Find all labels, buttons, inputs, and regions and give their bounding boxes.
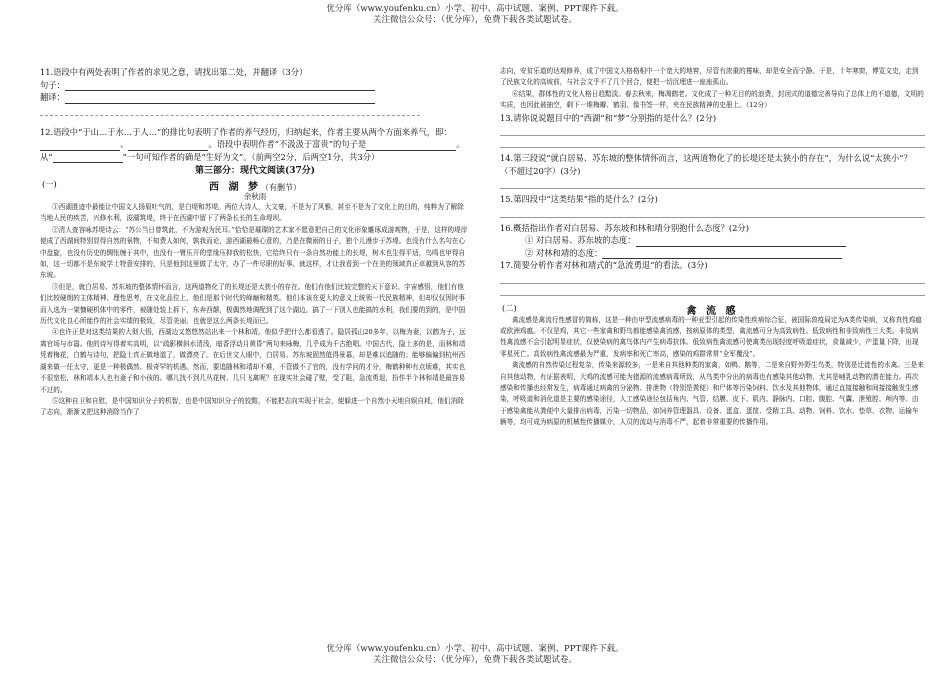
question-15: 15.第四段中“这类结果”指的是什么？(2分) <box>500 194 658 205</box>
q12-blank-3[interactable] <box>366 141 456 151</box>
q11-translation-label: 翻译： <box>40 92 65 102</box>
q12-text-1: 12.语段中“于山…于水…于人…”的排比句表明了作者的养气经历，归纳起来，作者主要从两个方面来养气，即： <box>40 126 452 137</box>
q13-answer-line-2[interactable] <box>500 136 925 148</box>
q12-blank-4b[interactable] <box>103 153 123 163</box>
article-1-paragraph-1: ①西湖胜迹中最能让中国文人扬眉吐气的，是白堤和苏堤。两位大诗人，大文豪，不是为了风雅，甚至不是为了文化上的目的，纯粹为了解除当地人民的疾苦，兴修水利，浚湖筑堤，终于在西湖中留下了两条长长的生命堤坝。 <box>40 203 464 223</box>
q16-item-a-blank[interactable] <box>636 237 846 247</box>
question-12 <box>40 126 470 164</box>
q13-answer-line-1[interactable] <box>500 124 925 136</box>
article-1-author: 余秋雨 <box>243 192 267 201</box>
article-1-subtitle: （有删节） <box>260 183 301 192</box>
q11-sentence-blank[interactable] <box>65 81 375 91</box>
q12-text-1d: 。从“ <box>40 139 465 162</box>
section-3-heading: 第三部分：现代文阅读(37分) <box>194 166 316 176</box>
footer-line-2: 关注微信公众号：（优分库），免费下载各类试题试卷。 <box>372 655 577 665</box>
q12-text-1c: 。语段中表明作者“不汲汲于富贵”的句子是 <box>208 139 367 149</box>
page-header <box>0 4 950 26</box>
article-1-paragraph-4: ④也许正是对这类结果的大彻大悟，西湖边又悠悠然站出来一个林和靖。他似乎把什么都看透了。隐居孤山20多年，以梅为妻，以鹤为子，远离官场与市嚣。他的诗写得着实高明，以“疏影横斜水清浅，暗香浮动月黄昏”两句来咏梅，几乎成为千古绝唱。中国古代，隐士多的是，而林和靖凭着梅花，白鹤与诗句，把隐士真正做地道了，做漂亮了。在后世文人眼中，白居易、苏东坡固然值得景慕，却是难以追随的；能够偏偏到杭州西湖来做一任太守，更是一种极偶然、极奇罕的机遇。然而，要追随林和靖却不难，不管做不了官的，没有学问的才分，梅鹤种种有点烦难，其实也不很宽松，林和靖本人也有妻子和小孩的。哪儿找不到几丛花树、几只飞禽呢？在现实社会碰了壁，受了阻，急流勇退，扮作半个林和靖是最容易不过的。 <box>40 328 466 394</box>
header-line-1: 优分库（www.youfenku.cn）小学、初中、高中试题、案例、PPT课件下载。 <box>326 4 624 14</box>
article-1-paragraph-5: ⑤这种自卫和自慰，是中国知识分子的机智，也是中国知识分子的狡黠，不能把志向实现于社会，便躲进一个自然小天地自娱自耗，他们消除了志向，渐渐又把这种消除当作了 <box>40 396 464 417</box>
article-2-title: 禽 流 感 <box>686 305 739 317</box>
q11-translation-blank[interactable] <box>65 94 375 104</box>
q12-text-2: ”一句可知作者的确是“生好为文”。（前两空2分，后两空1分，共3分） <box>122 151 380 162</box>
q17-answer-line-1[interactable] <box>500 272 925 284</box>
q17-answer-line-2[interactable] <box>500 284 925 296</box>
q11-sentence-label: 句子： <box>40 79 65 90</box>
question-16: 16.概括指出作者对白居易、苏东坡和林和靖分别抱什么态度？(2分) <box>500 222 749 233</box>
article-1-paragraph-2: ②清人查容咏苏堤诗云：“苏公当日曾筑此，不为游观为民耳。”恰恰是璀璨的艺术家不愿意把自己的文化形象雕琢成游观物，于是，这样的堤岸便成了西湖间特别显得自然的景物，不知费人如何，孰我而论，游西湖最畅心意的，乃是在微雨的日子，独个儿漫步于苏堤。也没有什么名句在心中盘旋，也没有历史的惆怅缠于其中，也没有一臂压开的堂缘压抑我的松快，它给终只有一条自然功能上的长堤，树木也生得平适，鸟鸣也甲得自如，这一切都不是东坡学士特意安排的，只是他到这里做了太守，办了一件尽职的好事。就这样，才让我看到一个在美的领域真正卓越到从容的苏东坡。 <box>40 225 468 280</box>
q11-sentence-line <box>40 79 470 92</box>
q12-text-1b: 、 <box>120 139 129 149</box>
question-17: 17.简要分析作者对林和靖式的“急流勇退”的看法。(3分) <box>500 260 708 271</box>
q15-answer-line[interactable] <box>500 206 925 218</box>
left-column <box>40 66 470 419</box>
q16-item-b-blank[interactable] <box>602 249 842 259</box>
article-1-title: 西 湖 梦 <box>209 182 261 193</box>
q11-translation-line <box>40 91 470 104</box>
article-2-title-row <box>500 302 925 315</box>
question-14: 14.第三段说“就白居易、苏东坡的整体情怀而言，这两道物化了的长堤还是太狭小的存在”，为什么说“太狭小”？（不超过20字）(3分) <box>500 153 912 176</box>
q16-item-b-label: ② 对林和靖的态度： <box>525 247 603 258</box>
article-2-paragraph-2: 禽流感的自然传染过程复杂，传染来源较多，一是来自其他种类的家禽，如鸭、鹅等，二是来自野外野生鸟类，特别是迁徙性的水禽。三是来自其他动物，有证据表明，大鸡的流感可能为猪源的流感病毒所致，从鸟类中分出的病毒也有感染其他动物，尤其是哺乳动物的潜在能力。再次感染和传播也经常发生，病毒通过病禽的分泌物、排泄物（特别是粪便）和尸体等污染饲料、饮水及其他物体，通过直接接触和间接接触发生感染，呼吸道和消化道是主要的感染途径，人工感染途径包括角内、气管、结膜、皮下、肌内、静脉内、口腔、腹腔、气囊、泄殖腔、颅内等。由于感染禽能从粪便中大量排出病毒，污染一切物品，如饲养管理器具、设备、蛋盒、蛋筐、受精工具、动物、饲料、饮水、垫草、衣物、运输车辆等，均可成为病原的机械性传播媒介，人员的流动与消毒不严，起着非常重要的传播作用。 <box>500 361 924 427</box>
page-footer <box>0 644 950 666</box>
q11-extra-line <box>40 104 420 116</box>
right-column <box>500 66 925 429</box>
article-1-paragraph-3: ③但是，就白居易、苏东坡的整体情怀而言，这两道物化了的长堤还是太狭小的存在。他们有他们比较完整的天下意识、宇宙感悟，他们有他们比较硬朗的主体精神、理性思考，在文化品位上，他们是那个时代的峰巅和精英。他们本该在更大的意义上统领一代民族精神，但却仅仅因时事而入选为一架慷硬机体中的零件，被随处装上拆下，东奔西颠，极偶然地调配到了这个湖边，搞了一下别人也能搞的水利，我们要的到的，是中国历代文化良心所能作的社会实绩的极致，尽管美丽，也就是这么两条长堤而已。 <box>40 282 466 326</box>
article-1-paragraph-6: ⑥结果，群体性的文化人格日趋黯淡。春去秋来，梅凋鹤老。文化成了一种无目的的浪费，封闭式的道德完善导向了总体上的不道德，文明的实质，也因此被抽空，剩下一堆梅瓣、鹤羽、像书签一样，夹在民族精神的史册上。（12分） <box>500 89 924 110</box>
article-1-title-row <box>40 178 470 191</box>
article-1-title-wrap <box>40 178 470 193</box>
q16-item-a-label: ① 对白居易、苏东坡的态度： <box>525 235 636 246</box>
part-1-label: (一) <box>42 179 57 189</box>
article-2-paragraph-1: 禽流感是禽流行性感冒的简称，这是一种由甲型流感病毒的一种亚型引起的传染性疾病综合征，被国际兽疫局定为A类传染病，又称真性鸡瘟或欧洲鸡瘟。不仅是鸡，其它一些家禽和野鸟都能感染禽流感，按病原体的类型，禽流感可分为高致病性、低致病性和非致病性三大类。非致病性禽流感不会引起明显症状，仅使染病的禽鸟体内产生病毒抗体。低致病性禽流感可使禽类出现轻度呼吸道症状，食量减少，产蛋量下降，出现零星死亡。高致病性禽流感最为严重，发病率和死亡率高，感染的鸡群常常“全军覆没”。 <box>500 315 923 358</box>
article-1-paragraph-5-cont: 志向，安贫乐道的达观修养，成了中国文人格格相中一个宽大的地窖，尽管有浓重的霉味，却是安全而宁静。于是，十年寒窗，博览文史，走到了民族文化的高坡前，与社会文乎不了几个回合，便把一切沉埋进一座座孤山。 <box>500 67 919 87</box>
q12-blank-4[interactable] <box>53 153 103 163</box>
part-2-label: (二) <box>502 302 517 313</box>
q16-item-a <box>500 234 925 247</box>
q12-blank-1[interactable] <box>40 141 120 151</box>
q12-blank-2[interactable] <box>128 141 208 151</box>
q16-item-b <box>500 247 925 260</box>
q14-answer-line[interactable] <box>500 177 925 189</box>
header-line-2: 关注微信公众号：（优分库），免费下载各类试题试卷。 <box>372 15 577 25</box>
footer-line-1: 优分库（www.youfenku.cn）小学、初中、高中试题、案例、PPT课件下载。 <box>326 644 624 654</box>
question-13: 13.请你说说题目中的“西湖”和“梦”分别指的是什么？(2分) <box>500 112 717 123</box>
question-11: 11.语段中有两处表明了作者的求见之意，请找出第二处，并翻译（3分） <box>40 67 308 77</box>
